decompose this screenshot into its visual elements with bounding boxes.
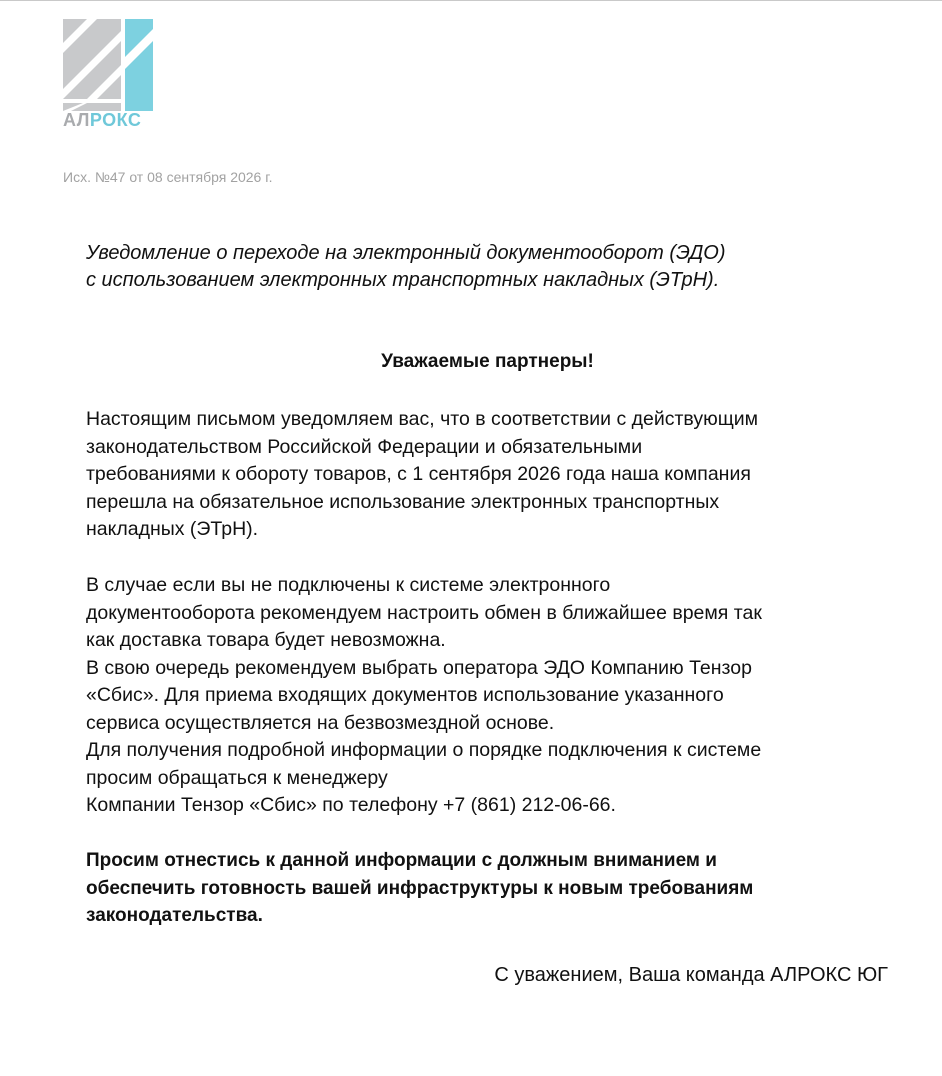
logo-mark-icon [63, 19, 155, 111]
top-divider [0, 0, 942, 1]
paragraph-instructions [86, 572, 896, 820]
text-line: В свою очередь рекомендуем выбрать оператора ЭДО Компанию Тензор [86, 656, 752, 679]
subject-line: с использованием электронных транспортных накладных (ЭТрН). [86, 269, 720, 291]
text-line: Для получения подробной информации о порядке подключения к системе [86, 739, 762, 761]
text-line: сервиса осуществляется на безвозмездной основе. [86, 711, 555, 734]
text-line: обеспечить готовность вашей инфраструктуры к новым требованиям [86, 877, 754, 899]
text-line: просим обращаться к менеджеру [86, 766, 388, 789]
logo-wordmark [63, 110, 141, 130]
text-line: «Сбис». Для приема входящих документов использование указанного [86, 684, 724, 706]
subject-line: Уведомление о переходе на электронный документооборот (ЭДО) [86, 242, 726, 264]
text-line: как доставка товара будет невозможна. [86, 629, 446, 651]
text-line: Настоящим письмом уведомляем вас, что в соответствии с действующим [86, 408, 759, 430]
logo-text-part2: РОКС [89, 110, 142, 130]
text-line: перешла на обязательное использование электронных транспортных [86, 490, 720, 513]
logo-text-part1: АЛ [63, 110, 90, 130]
text-line: накладных (ЭТрН). [86, 518, 259, 540]
text-line: законодательства. [86, 905, 263, 926]
letter-subject [86, 240, 886, 294]
text-line: законодательством Российской Федерации и обязательными [86, 435, 643, 458]
text-line: Просим отнестись к данной информации с должным вниманием и [86, 850, 717, 871]
signature: С уважением, Ваша команда АЛРОКС ЮГ [494, 964, 888, 986]
text-line: документооборота рекомендуем настроить обмен в ближайшее время так [86, 601, 762, 624]
paragraph-request [86, 847, 896, 930]
text-line: В случае если вы не подключены к системе электронного [86, 574, 611, 596]
text-line: Компании Тензор «Сбис» по телефону +7 (861) 212-06-66. [86, 794, 616, 816]
greeting: Уважаемые партнеры! [381, 351, 594, 372]
outgoing-reference: Исх. №47 от 08 сентября 2026 г. [63, 169, 273, 185]
text-line: требованиями к обороту товаров, с 1 сентября 2026 года наша компания [86, 463, 751, 485]
paragraph-notice [86, 406, 896, 544]
